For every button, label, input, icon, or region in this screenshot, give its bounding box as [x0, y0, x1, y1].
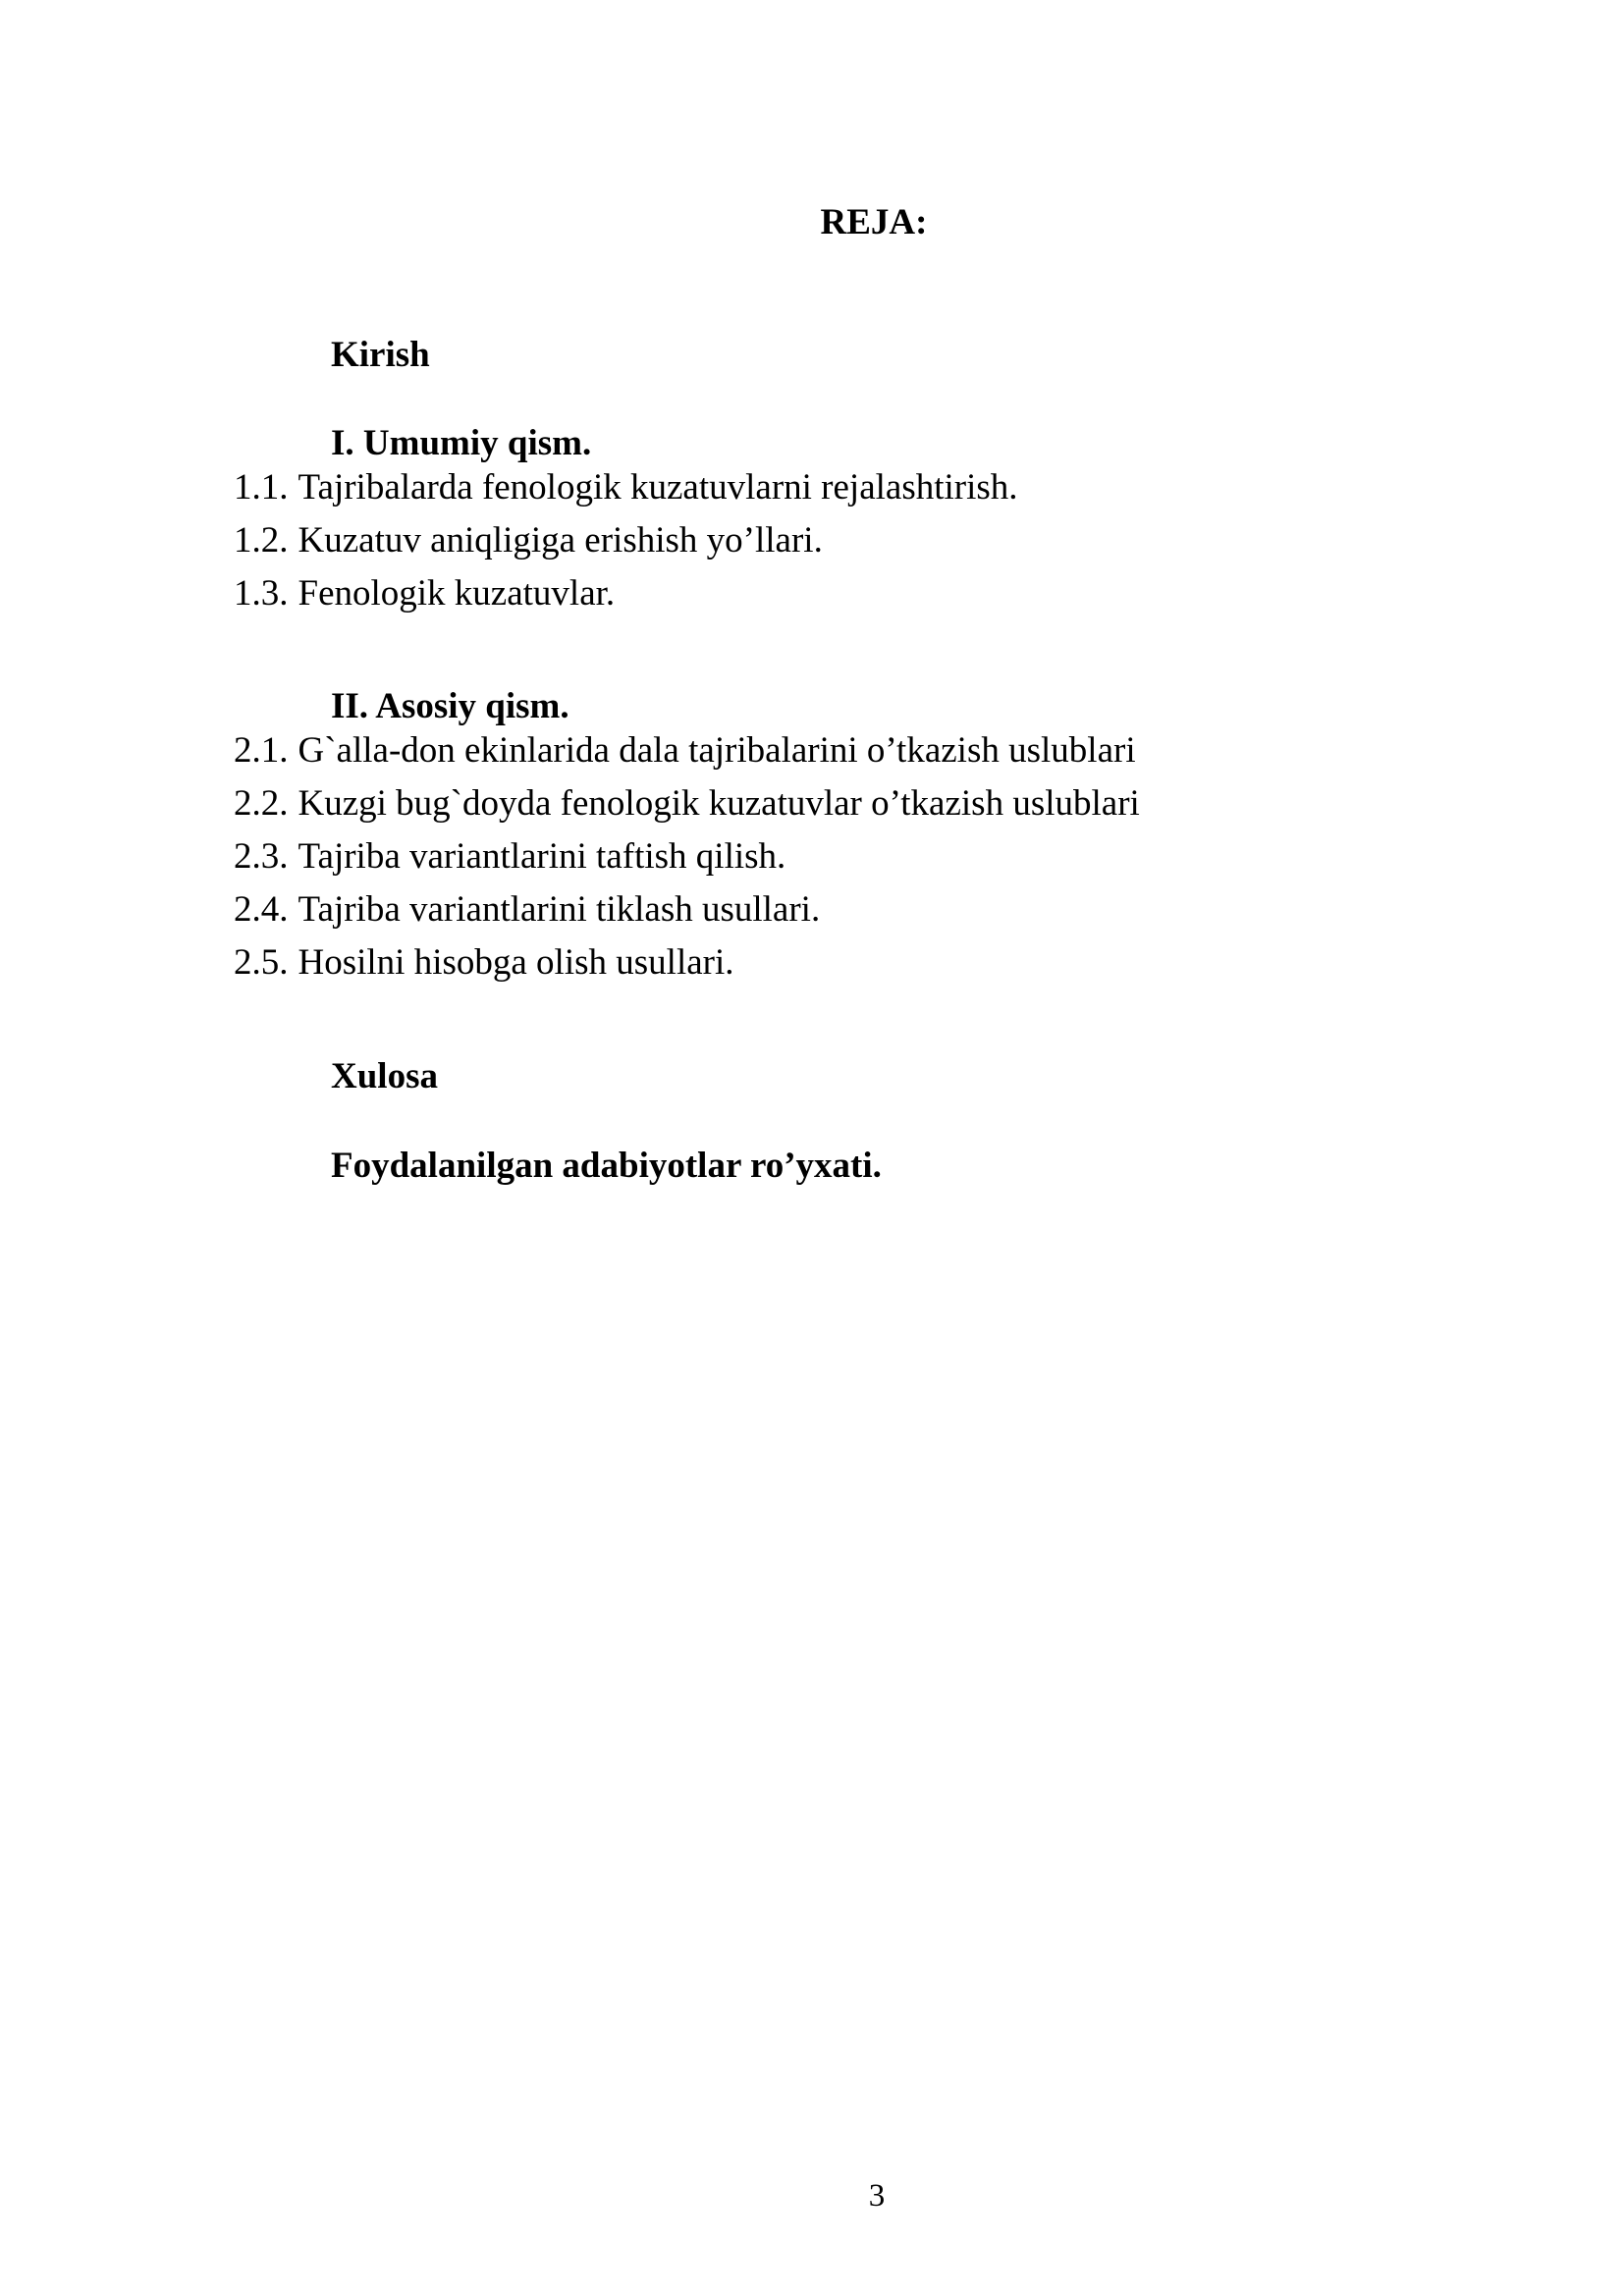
- toc-item-text: Tajriba variantlarini tiklash usullari.: [298, 889, 821, 930]
- toc-item: [234, 780, 1140, 828]
- conclusion-heading: Xulosa: [331, 1056, 438, 1096]
- intro-heading: Kirish: [331, 335, 430, 375]
- toc-item-number: 2.1.: [234, 730, 289, 771]
- toc-item: [234, 727, 1136, 774]
- part1-heading: I. Umumiy qism.: [331, 423, 592, 463]
- plan-title: REJA:: [820, 202, 928, 242]
- toc-item-text: Tajribalarda fenologik kuzatuvlarni rejalashtirish.: [298, 467, 1018, 507]
- toc-item: [234, 833, 785, 881]
- toc-item-text: Hosilni hisobga olish usullari.: [298, 942, 734, 983]
- toc-item-text: Tajriba variantlarini taftish qilish.: [298, 836, 786, 877]
- toc-item: [234, 886, 820, 934]
- toc-item-number: 2.4.: [234, 889, 289, 930]
- toc-item-number: 2.5.: [234, 942, 289, 983]
- toc-item: [234, 939, 734, 987]
- toc-item-number: 2.2.: [234, 783, 289, 824]
- toc-item: [234, 570, 615, 617]
- toc-item-text: G`alla-don ekinlarida dala tajribalarini o’tkazish uslublari: [298, 730, 1136, 771]
- toc-item-number: 2.3.: [234, 836, 289, 877]
- toc-item-text: Kuzatuv aniqligiga erishish yo’llari.: [298, 520, 823, 561]
- toc-item-text: Kuzgi bug`doyda fenologik kuzatuvlar o’tkazish uslublari: [298, 783, 1140, 824]
- part2-heading: II. Asosiy qism.: [331, 686, 569, 726]
- page-number: 3: [868, 2178, 886, 2214]
- toc-item: [234, 464, 1018, 511]
- toc-item: [234, 517, 823, 564]
- toc-item-number: 1.1.: [234, 467, 289, 507]
- toc-item-number: 1.2.: [234, 520, 289, 561]
- toc-item-number: 1.3.: [234, 573, 289, 614]
- references-heading: Foydalanilgan adabiyotlar ro’yxati.: [331, 1146, 882, 1186]
- toc-item-text: Fenologik kuzatuvlar.: [298, 573, 616, 614]
